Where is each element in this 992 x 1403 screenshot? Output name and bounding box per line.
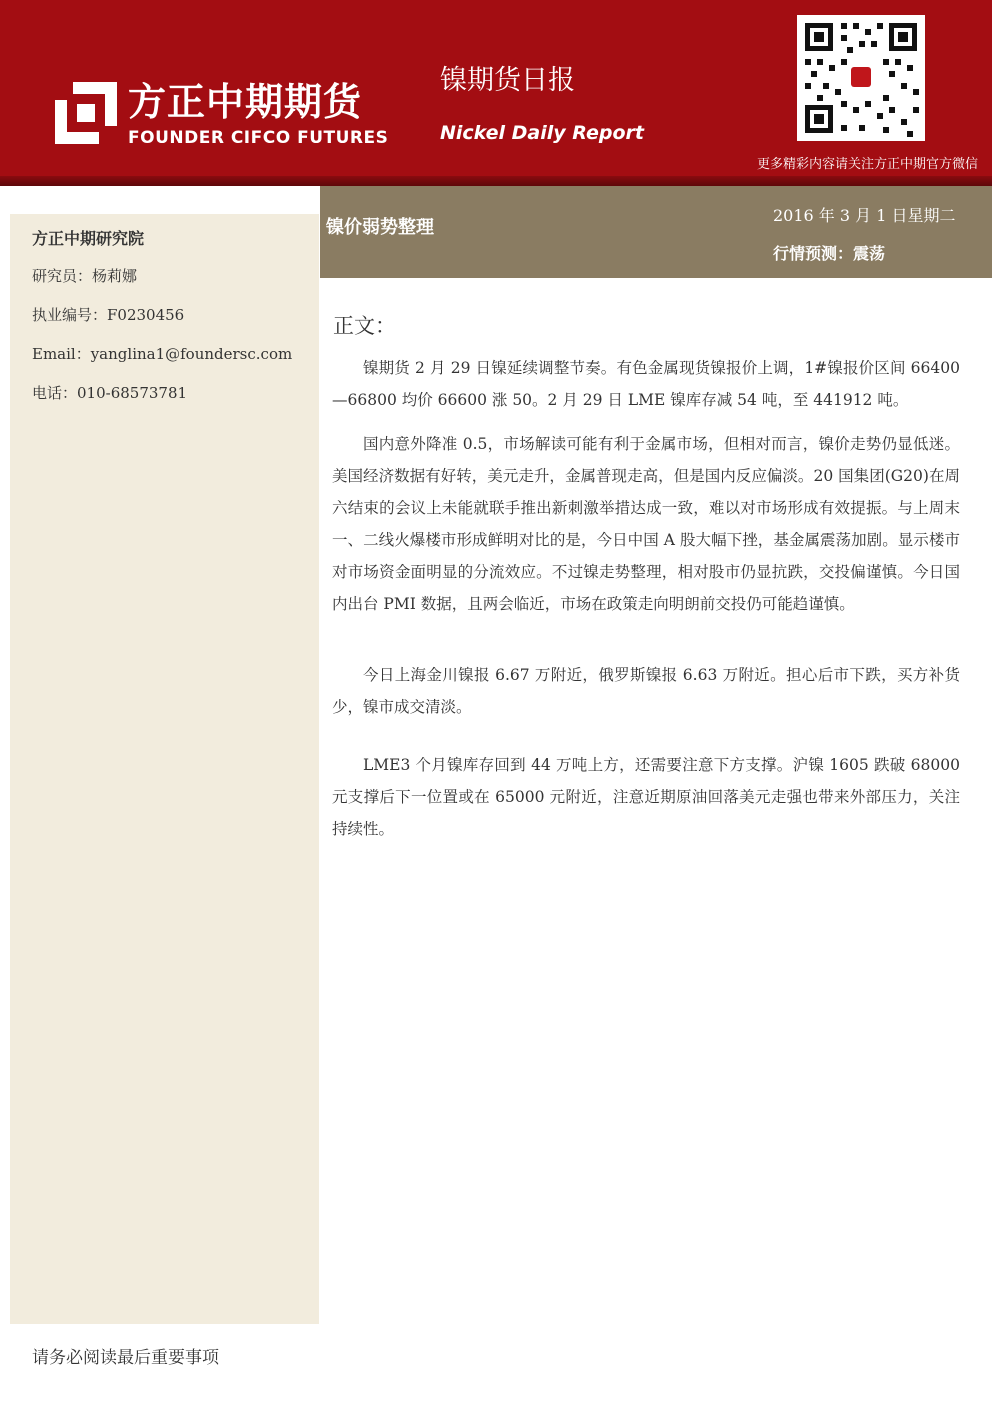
header-divider [0,176,992,186]
founder-logo-icon [55,82,117,144]
wechat-qr-code [797,15,925,141]
body-heading: 正文： [333,314,396,338]
report-title-en: Nickel Daily Report [440,122,644,144]
company-name-en: FOUNDER CIFCO FUTURES [128,128,389,148]
institute-name: 方正中期研究院 [32,229,145,248]
body-paragraph: LME3 个月镍库存回到 44 万吨上方，还需要注意下方支撑。沪镍 1605 跌破 68000 元支撑后下一位置或在 65000 元附近，注意近期原油回落美元走强也带来外部压力，关注持续性。 [332,756,960,838]
body-paragraph: 今日上海金川镍报 6.67 万附近，俄罗斯镍报 6.63 万附近。担心后市下跌，买方补货少，镍市成交清淡。 [332,666,960,716]
report-date: 2016 年 3 月 1 日星期二 [773,206,956,225]
researcher-name: 研究员：杨莉娜 [32,267,138,285]
researcher-email: Email：yanglina1@foundersc.com [32,345,293,363]
company-name-cn: 方正中期期货 [128,80,363,124]
report-headline: 镍价弱势整理 [326,217,434,238]
author-sidebar [10,214,319,1324]
license-number: 执业编号：F0230456 [32,306,185,324]
body-paragraph: 国内意外降准 0.5，市场解读可能有利于金属市场，但相对而言，镍价走势仍显低迷。美国经济数据有好转，美元走升，金属普现走高，但是国内反应偏淡。20 国集团(G20)在周六结束的会议上未能就联手推出新刺激举措达成一致，难以对市场形成有效提振。与上周末一、二线火爆楼市形成鲜明对比的是，今日中国 A 股大幅下挫，基金属震荡加剧。显示楼市对市场资金面明显的分流效应。不过镍走势整理，相对股市仍显抗跌，交投偏谨慎。今日国内出台 PMI 数据，且两会临近，市场在政策走向明朗前交投仍可能趋谨慎。 [332,435,960,613]
report-title-cn: 镍期货日报 [440,65,575,96]
market-forecast: 行情预测：震荡 [773,244,886,263]
disclaimer-note: 请务必阅读最后重要事项 [32,1348,219,1368]
researcher-phone: 电话：010-68573781 [32,384,188,402]
body-paragraph: 镍期货 2 月 29 日镍延续调整节奏。有色金属现货镍报价上调，1#镍报价区间 66400—66800 均价 66600 涨 50。2 月 29 日 LME 镍库存减 54 吨，至 441912 吨。 [332,359,960,409]
wechat-follow-text: 更多精彩内容请关注方正中期官方微信 [756,157,978,172]
